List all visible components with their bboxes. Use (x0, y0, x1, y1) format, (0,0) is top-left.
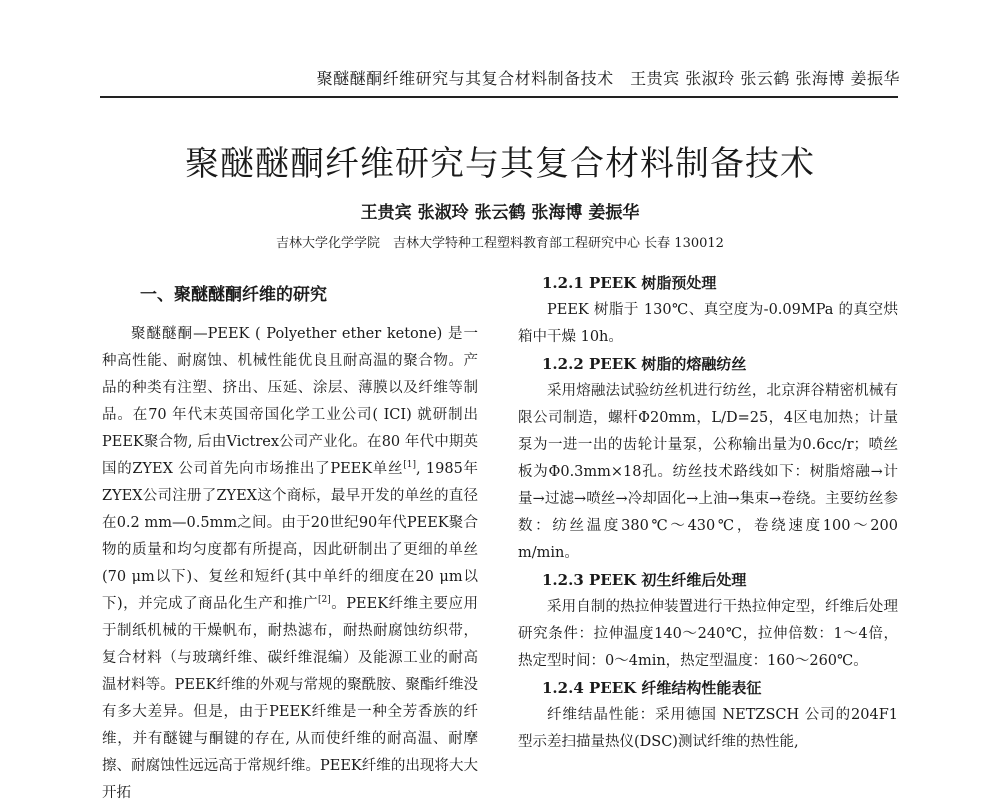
subsection-text-1-2-4: 纤维结晶性能：采用德国 NETZSCH 公司的204F1 型示差扫描量热仪(DSC)测试纤维的热性能, (518, 707, 898, 750)
paragraph-text-a: 聚醚醚酮—PEEK ( Polyether ether ketone) 是一种高性能、耐腐蚀、机械性能优良且耐高温的聚合物。产品的种类有注塑、挤出、压延、涂层、薄膜以及纤维等制品。在70 年代末英国帝国化学工业公司( ICI) 就研制出PEEK聚合物, 后由Victrex公司产业化。在80 年代中期英国的ZYEX 公司首先向市场推出了PEEK单丝 (102, 326, 478, 477)
paragraph-text-b: , 1985年ZYEX公司注册了ZYEX这个商标，最早开发的单丝的直径在0.2 mm—0.5mm之间。由于20世纪90年代PEEK聚合物的质量和均匀度都有所提高，因此研制出了更细的单丝(70 μm以下)、复丝和短纤(其中单纤的细度在20 μm以下)，并完成了商品化生产和推广 (102, 461, 478, 612)
subsection-heading-1-2-4: 1.2.4 PEEK 纤维结构性能表征 (542, 679, 762, 697)
left-column (102, 270, 478, 807)
article-affiliation: 吉林大学化学学院 吉林大学特种工程塑料教育部工程研究中心 长春 130012 (276, 236, 724, 251)
running-head: 聚醚醚酮纤维研究与其复合材料制备技术 王贵宾 张淑玲 张云鹤 张海博 姜振华 (316, 69, 900, 88)
paragraph-text-c: 。PEEK纤维主要应用于制纸机械的干燥帆布，耐热滤布，耐热耐腐蚀纺织带，复合材料（与玻璃纤维、碳纤维混编）及能源工业的耐高温材料等。PEEK纤维的外观与常规的聚酰胺、聚酯纤维没有多大差异。但是，由于PEEK纤维是一种全芳香族的纤维，并有醚键与酮键的存在, 从而使纤维的耐高温、耐摩擦、耐腐蚀性远远高于常规纤维。PEEK纤维的出现将大大开拓 (102, 596, 478, 801)
header-rule (100, 96, 898, 98)
subsection-text-1-2-2: 采用熔融法试验纺丝机进行纺丝，北京湃谷精密机械有限公司制造，螺杆Φ20mm，L/D=25，4区电加热；计量泵为一进一出的齿轮计量泵，公称输出量为0.6cc/r；喷丝板为Φ0.3mm×18孔。纺丝技术路线如下：树脂熔融→计量→过滤→喷丝→冷却固化→上油→集束→卷绕。主要纺丝参数：纺丝温度380℃～430℃，卷绕速度100～200 m/min。 (518, 383, 898, 561)
article-title: 聚醚醚酮纤维研究与其复合材料制备技术 (185, 144, 815, 184)
body-paragraph (102, 321, 478, 807)
subsection-heading-1-2-2: 1.2.2 PEEK 树脂的熔融纺丝 (542, 355, 747, 373)
subsection-text-1-2-3: 采用自制的热拉伸装置进行干热拉伸定型，纤维后处理研究条件：拉伸温度140～240℃，拉伸倍数：1～4倍，热定型时间：0～4min，热定型温度：160～260℃。 (518, 599, 898, 669)
right-column (518, 270, 898, 756)
section-heading: 一、聚醚醚酮纤维的研究 (140, 285, 327, 305)
subsection-heading-1-2-3: 1.2.3 PEEK 初生纤维后处理 (542, 571, 747, 589)
article-authors: 王贵宾 张淑玲 张云鹤 张海博 姜振华 (360, 203, 640, 223)
subsection-text-1-2-1: PEEK 树脂于 130℃、真空度为-0.09MPa 的真空烘箱中干燥 10h。 (518, 302, 898, 345)
subsection-heading-1-2-1: 1.2.1 PEEK 树脂预处理 (542, 274, 717, 292)
citation-ref-2[interactable]: [2] (318, 595, 331, 606)
citation-ref-1[interactable]: [1] (403, 460, 416, 471)
